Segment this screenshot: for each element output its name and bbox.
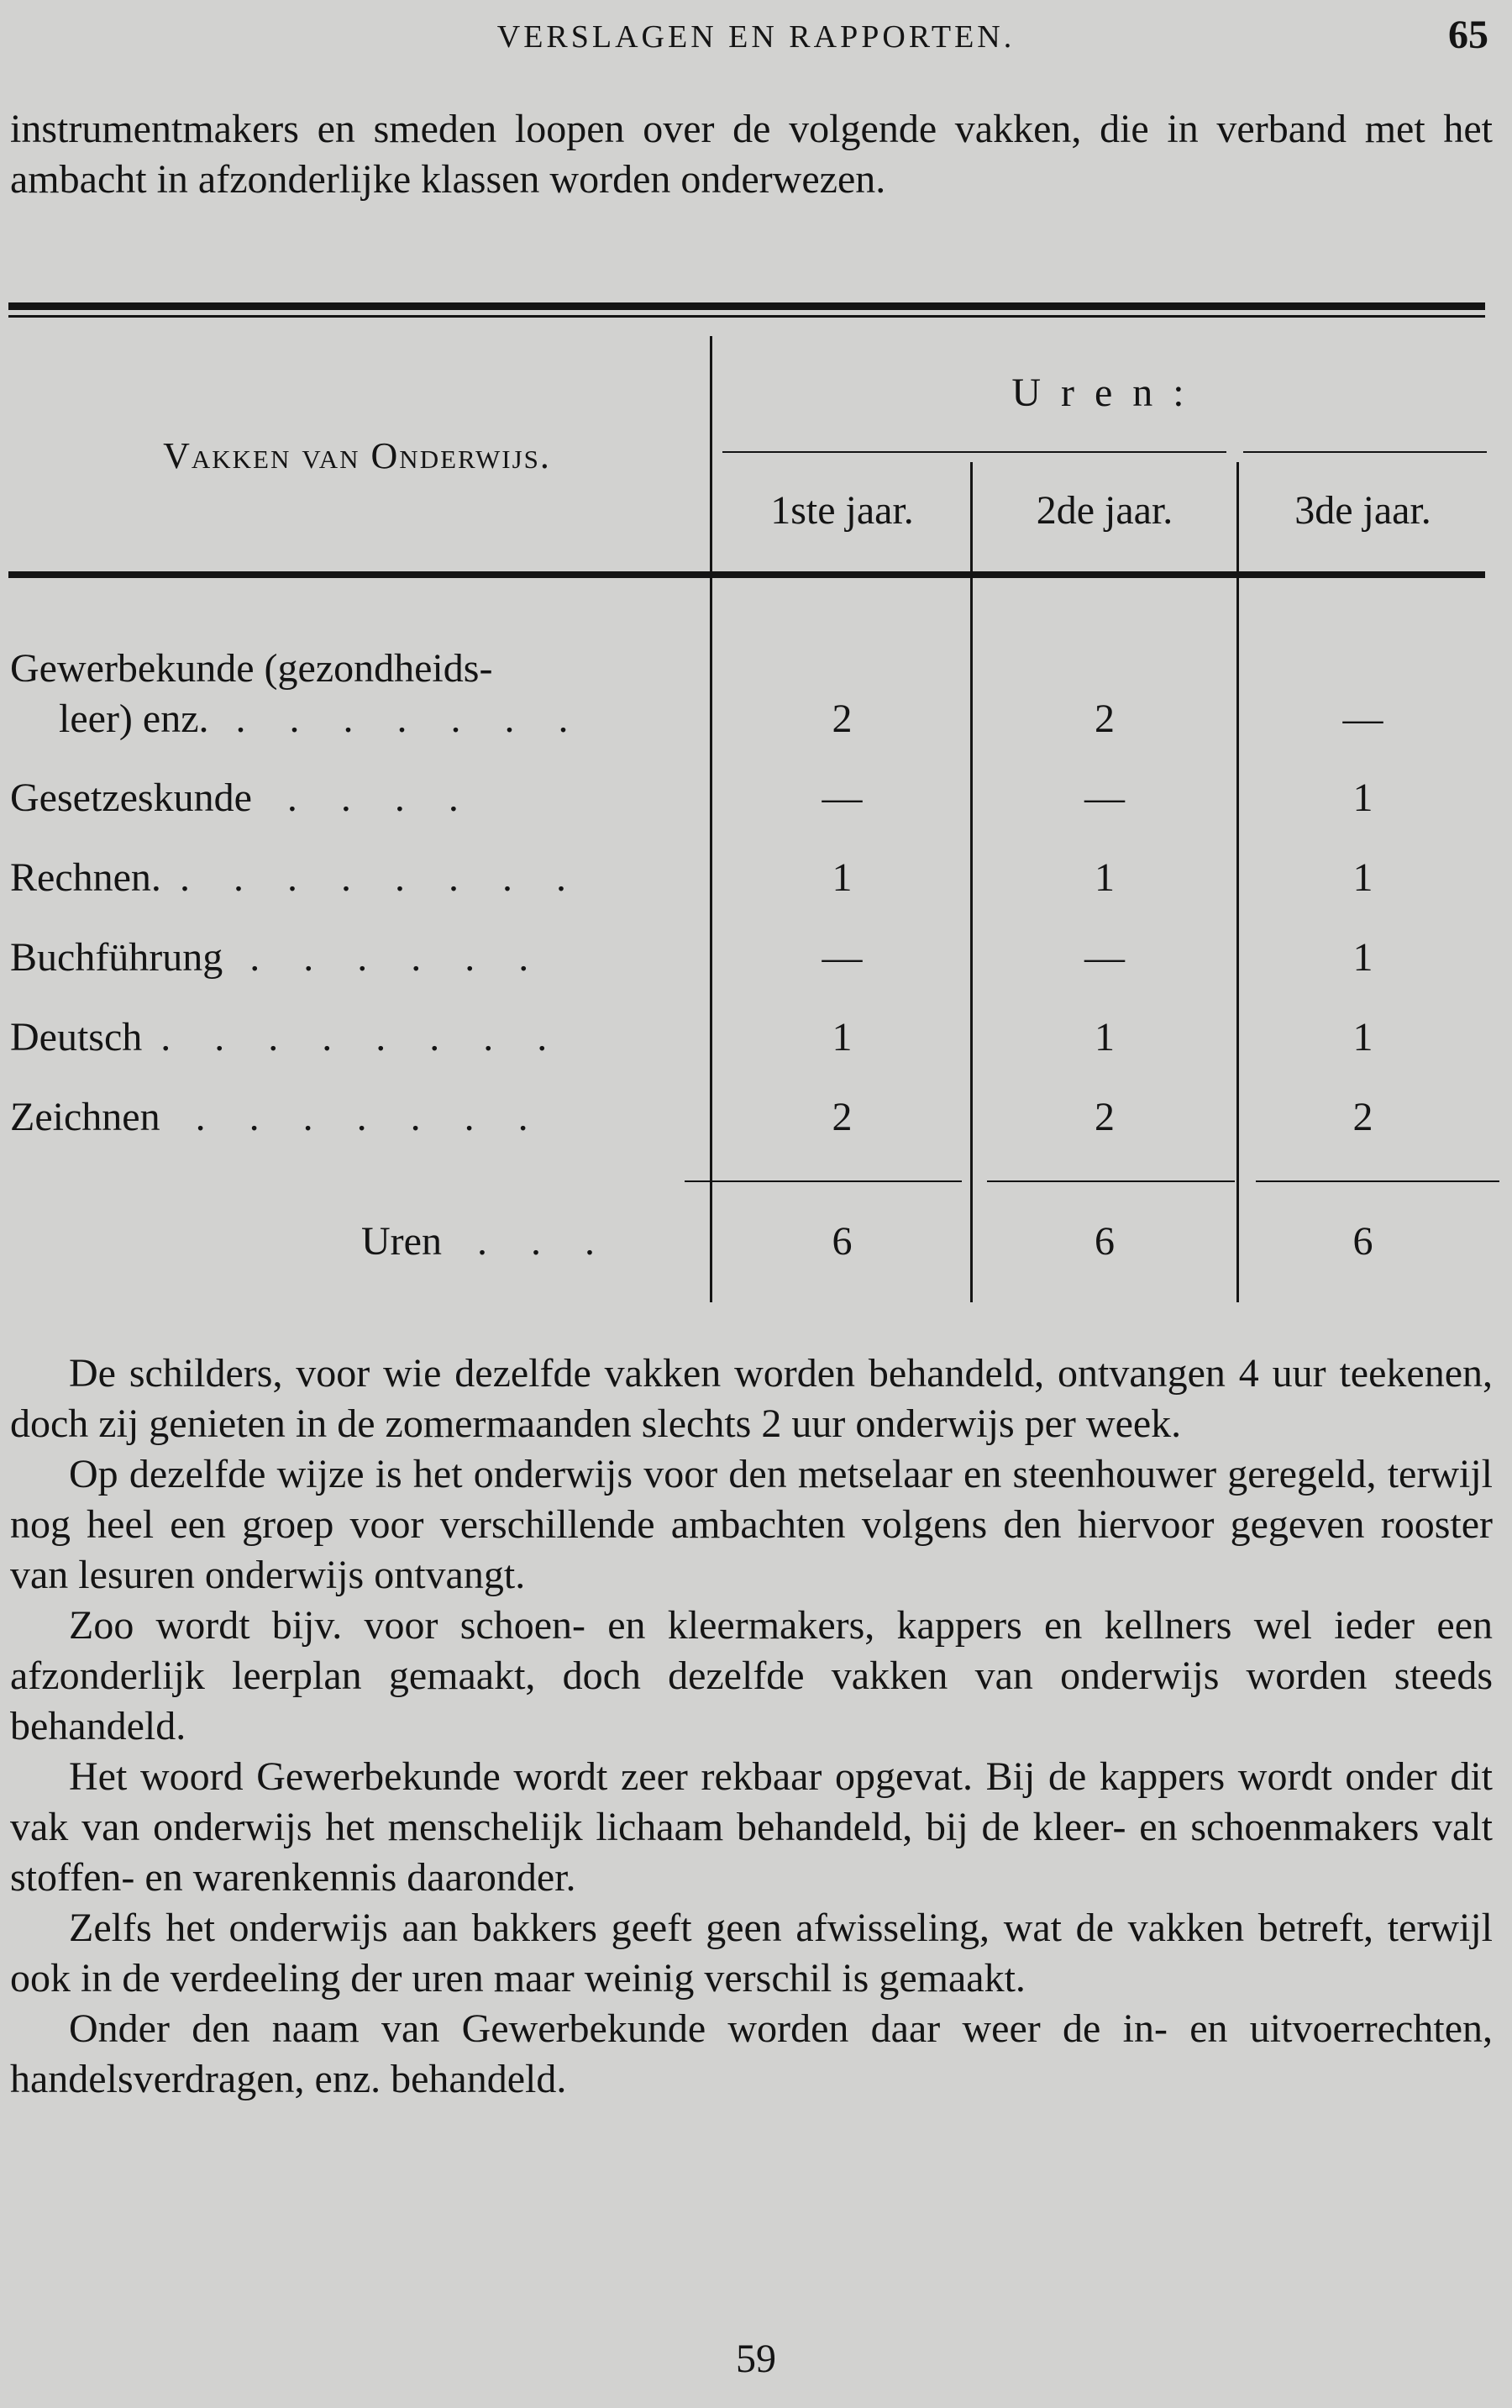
- row-2-year-3: 1: [1352, 776, 1373, 820]
- page-number-top: 65: [1448, 13, 1488, 57]
- row-5-year-2: 1: [1095, 1015, 1115, 1059]
- total-year-2: 6: [1095, 1219, 1115, 1264]
- hours-subrule-2: [1243, 451, 1487, 453]
- row-4-dots: . . . . . .: [249, 935, 546, 980]
- row-4-year-1: —: [822, 935, 863, 980]
- row-6-year-1: 2: [832, 1095, 853, 1139]
- hours-header: U r e n :: [1011, 371, 1189, 415]
- column-divider-1: [710, 336, 712, 1302]
- year-header-3: 3de jaar.: [1294, 488, 1431, 533]
- row-1-year-1: 2: [832, 697, 853, 741]
- row-4-year-3: 1: [1352, 935, 1373, 980]
- row-3-dots: . . . . . . . .: [179, 855, 583, 900]
- row-3-year-2: 1: [1095, 855, 1115, 900]
- row-2-dots: . . . .: [286, 776, 475, 820]
- year-header-1: 1ste jaar.: [770, 488, 914, 533]
- row-3-subject-line: [10, 854, 707, 902]
- paragraph-3: Zoo wordt bijv. voor schoen- en kleermakers, kappers en kellners wel ieder een afzonderlijk leerplan gemaakt, doch dezelfde vakken van onderwijs worden steeds behandeld.: [10, 1603, 1493, 1748]
- row-1-subject-line2: [59, 696, 706, 743]
- total-row-label: [361, 1218, 706, 1265]
- hours-subrule-1: [722, 451, 1226, 453]
- row-1-dots: . . . . . . .: [235, 697, 585, 741]
- total-year-1: 6: [832, 1219, 853, 1264]
- total-label: Uren: [361, 1219, 442, 1264]
- row-4-subject-line: [10, 934, 707, 981]
- row-2-year-2: —: [1084, 776, 1125, 820]
- paragraph-1: De schilders, voor wie dezelfde vakken worden behandeld, ontvangen 4 uur teekenen, doch zij genieten in de zomermaanden slechts 2 uur onderwijs per week.: [10, 1351, 1493, 1446]
- row-6-subject-line: [10, 1094, 707, 1141]
- row-5-subject: Deutsch: [10, 1015, 143, 1059]
- page-number-bottom: 59: [736, 2337, 776, 2381]
- row-1-subject: leer) enz.: [59, 697, 209, 741]
- total-dots: . . .: [476, 1219, 612, 1264]
- paragraph-4: Het woord Gewerbekunde wordt zeer rekbaar opgevat. Bij de kappers wordt onder dit vak van onderwijs het menschelijk lichaam behandeld, bij de kleer- en schoenmakers valt stoffen- en warenkennis daaronder.: [10, 1754, 1493, 1900]
- table-top-rule: [8, 302, 1485, 310]
- row-1-subject-line1: Gewerbekunde (gezondheids-: [10, 646, 493, 691]
- row-6-subject: Zeichnen: [10, 1095, 160, 1139]
- table-top-rule-thin: [8, 315, 1485, 318]
- row-5-subject-line: [10, 1014, 707, 1061]
- row-1-year-3: —: [1342, 697, 1383, 741]
- column-divider-2: [970, 462, 973, 1302]
- running-head: [0, 12, 1512, 62]
- row-4-subject: Buchführung: [10, 935, 223, 980]
- row-2-subject-line: [10, 775, 707, 822]
- row-2-year-1: —: [822, 776, 863, 820]
- row-3-year-3: 1: [1352, 855, 1373, 900]
- row-3-year-1: 1: [832, 855, 853, 900]
- row-2-subject: Gesetzeskunde: [10, 776, 252, 820]
- body-text: [10, 1349, 1493, 2105]
- paragraph-2: Op dezelfde wijze is het onderwijs voor den metselaar en steenhouwer geregeld, terwijl nog heel een groep voor verschillende ambachten volgens den hiervoor gegeven rooster van lesuren onderwijs ontvangt.: [10, 1452, 1493, 1597]
- row-1-year-2: 2: [1095, 697, 1115, 741]
- sum-rule-3: [1256, 1180, 1499, 1182]
- subject-column-header: Vakken van Onderwijs.: [163, 435, 551, 476]
- row-5-dots: . . . . . . . .: [160, 1015, 564, 1059]
- row-6-dots: . . . . . . .: [195, 1095, 545, 1139]
- row-6-year-2: 2: [1095, 1095, 1115, 1139]
- total-year-3: 6: [1352, 1219, 1373, 1264]
- sum-rule-1: [685, 1180, 962, 1182]
- intro-paragraph: instrumentmakers en smeden loopen over de volgende vakken, die in verband met het ambacht in afzonderlijke klassen worden onderwezen.: [10, 107, 1493, 202]
- row-5-year-1: 1: [832, 1015, 853, 1059]
- sum-rule-2: [987, 1180, 1235, 1182]
- row-4-year-2: —: [1084, 935, 1125, 980]
- row-5-year-3: 1: [1352, 1015, 1373, 1059]
- paragraph-6: Onder den naam van Gewerbekunde worden daar weer de in- en uitvoerrechten, handelsverdragen, enz. behandeld.: [10, 2006, 1493, 2101]
- row-6-year-3: 2: [1352, 1095, 1373, 1139]
- year-header-2: 2de jaar.: [1036, 488, 1173, 533]
- header-bottom-rule: [8, 571, 1485, 578]
- hours-table: [0, 294, 1512, 1319]
- row-3-subject: Rechnen.: [10, 855, 161, 900]
- paragraph-5: Zelfs het onderwijs aan bakkers geeft geen afwisseling, wat de vakken betreft, terwijl ook in de verdeeling der uren maar weinig verschil is gemaakt.: [10, 1906, 1493, 2001]
- running-title: VERSLAGEN EN RAPPORTEN.: [496, 19, 1016, 55]
